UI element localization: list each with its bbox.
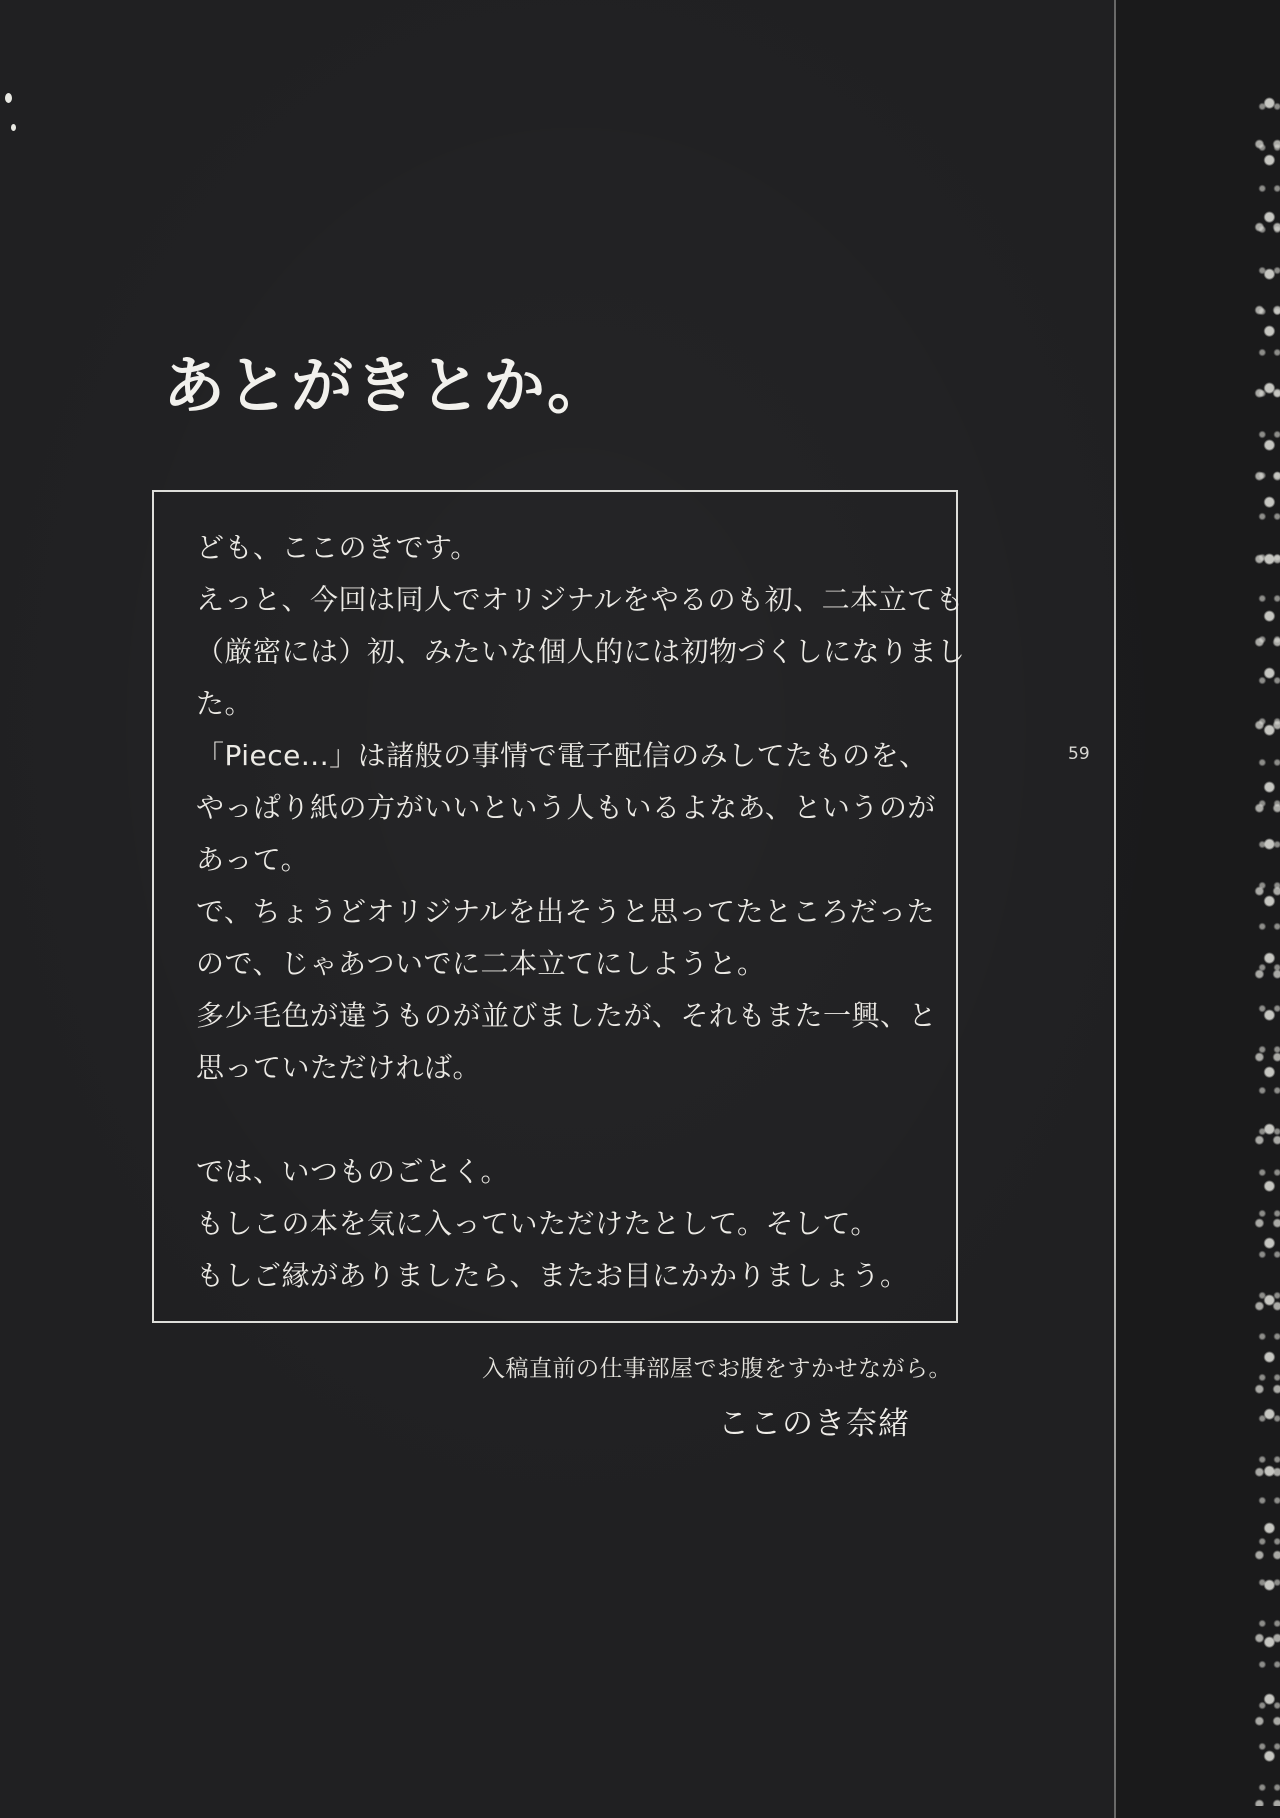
scan-speck [11, 124, 16, 131]
signoff-context-line: 入稿直前の仕事部屋でお腹をすかせながら。 [482, 1356, 952, 1382]
afterword-line: えっと、今回は同人でオリジナルをやるのも初、二本立ても [196, 583, 965, 616]
afterword-line: 多少毛色が違うものが並びましたが、それもまた一興、と [196, 999, 938, 1032]
afterword-line: た。 [196, 687, 254, 720]
afterword-line: （厳密には）初、みたいな個人的には初物づくしになりまし [196, 635, 966, 668]
afterword-blank-line [196, 1094, 938, 1146]
afterword-line: もしこの本を気に入っていただけたとして。そして。 [196, 1207, 879, 1240]
afterword-line: ので、じゃあついでに二本立てにしようと。 [196, 947, 766, 980]
afterword-line: やっぱり紙の方がいいという人もいるよなあ、というのが [196, 791, 936, 824]
page-number: 59 [1068, 744, 1090, 764]
afterword-line: ども、ここのきです。 [196, 531, 479, 564]
afterword-line: あって。 [196, 843, 310, 876]
afterword-line: では、いつものごとく。 [196, 1155, 509, 1188]
afterword-box [152, 490, 966, 1323]
paper-edge-texture [1254, 86, 1280, 1806]
afterword-line: もしご縁がありましたら、またお目にかかりましょう。 [196, 1259, 909, 1292]
afterword-line: 思っていただければ。 [196, 1051, 482, 1084]
page-title: あとがきとか。 [163, 349, 612, 422]
afterword-line: 「Piece...」は諸般の事情で電子配信のみしてたものを、 [196, 739, 928, 772]
page-fold-line [1114, 0, 1116, 1818]
signoff-author-name: ここのき奈緒 [718, 1406, 910, 1442]
scan-speck [5, 93, 12, 103]
afterword-line: で、ちょうどオリジナルを出そうと思ってたところだった [196, 895, 936, 928]
